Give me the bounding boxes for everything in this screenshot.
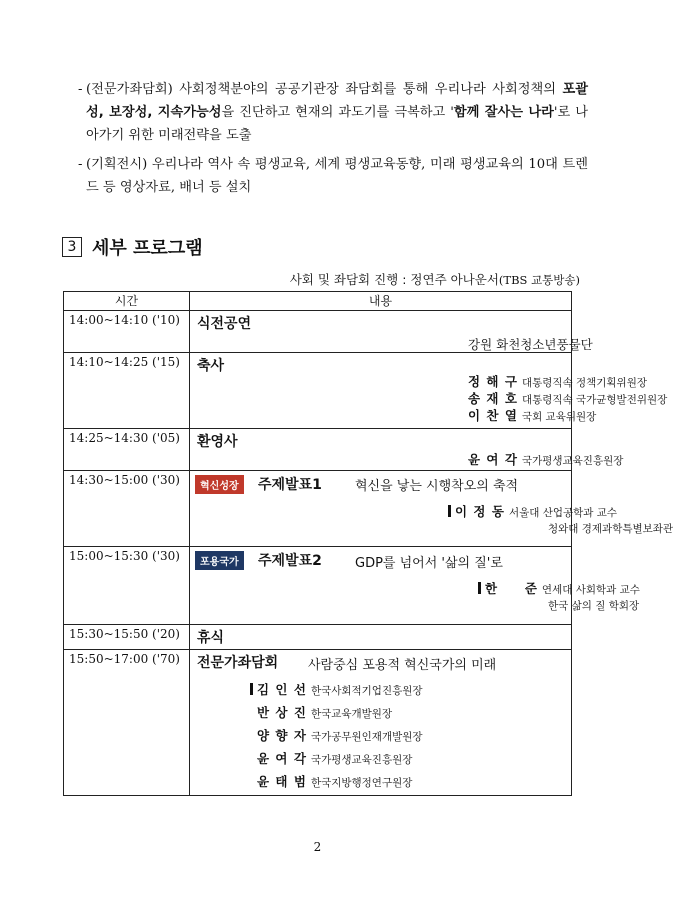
item-title: 식전공연 [197, 316, 252, 332]
section-title: 세부 프로그램 [92, 238, 203, 259]
bullet-exhibition: - (기획전시) 우리나라 역사 속 평생교육, 세계 평생교육동향, 미래 평생교육의 10대 트렌드 등 영상자료, 배너 등 설치 [78, 157, 588, 195]
page-number: 2 [313, 840, 322, 854]
bullet-expert-panel: - (전문가좌담회) 사회정책분야의 공공기관장 좌담회를 통해 우리나라 사회정책의 포괄성, 보장성, 지속가능성을 진단하고 현재의 과도기를 극복하고 '함께 잘사는 나라'로 나아가기 위한 미래전략을 도출 [78, 82, 588, 143]
table-row: 15:30~15:50 ('20) 휴식 [64, 625, 572, 650]
program-table [63, 291, 673, 796]
item-title: 축사 [197, 358, 225, 374]
section-heading [62, 234, 203, 260]
table-row: 14:10~14:25 ('15) 축사 정 해 구 대통령직속 정책기획위원장 송 재 호 대통령직속 국가균형발전위원장 이 찬 열 국회 교육위원장 [64, 353, 572, 429]
bullet-list [78, 78, 588, 205]
item-title: 전문가좌담회 [197, 655, 279, 671]
table-row: 14:30~15:00 ('30) 혁신성장 주제발표1 혁신을 낳는 시행착오의 축적 이 정 동 서울대 산업공학과 교수 청와대 경제과학특별보좌관 [64, 471, 572, 547]
header-time: 시간 [64, 292, 190, 311]
badge-innovation-growth: 혁신성장 [195, 475, 244, 494]
item-title: 주제발표1 [258, 477, 322, 493]
section-number: 3 [62, 237, 82, 257]
table-row: 14:25~14:30 ('05) 환영사 윤 여 각 국가평생교육진흥원장 [64, 429, 572, 471]
item-title: 환영사 [197, 434, 238, 450]
table-row: 14:00~14:10 ('10) 식전공연 강원 화천청소년풍물단 [64, 311, 572, 353]
table-row: 15:00~15:30 ('30) 포용국가 주제발표2 GDP를 넘어서 '삶의 질'로 한 준 연세대 사회학과 교수 한국 삶의 질 학회장 [64, 547, 572, 625]
table-header-row [64, 292, 572, 311]
table-row: 15:50~17:00 ('70) 전문가좌담회 사람중심 포용적 혁신국가의 미래 김 인 선 한국사회적기업진흥원장 반 상 진 한국교육개발원장 양 향 자 국가공무원인재개발원장 윤 여 각 국가평생교육진흥원장 윤 태 범 한국지방행정연구원장 [64, 650, 572, 796]
moderator-line: 사회 및 좌담회 진행 : 정연주 아나운서(TBS 교통방송) [289, 272, 580, 287]
badge-inclusive-nation: 포용국가 [195, 551, 244, 570]
header-content: 내용 [190, 292, 572, 311]
item-title: 주제발표2 [258, 553, 322, 569]
item-title: 휴식 [197, 630, 225, 646]
